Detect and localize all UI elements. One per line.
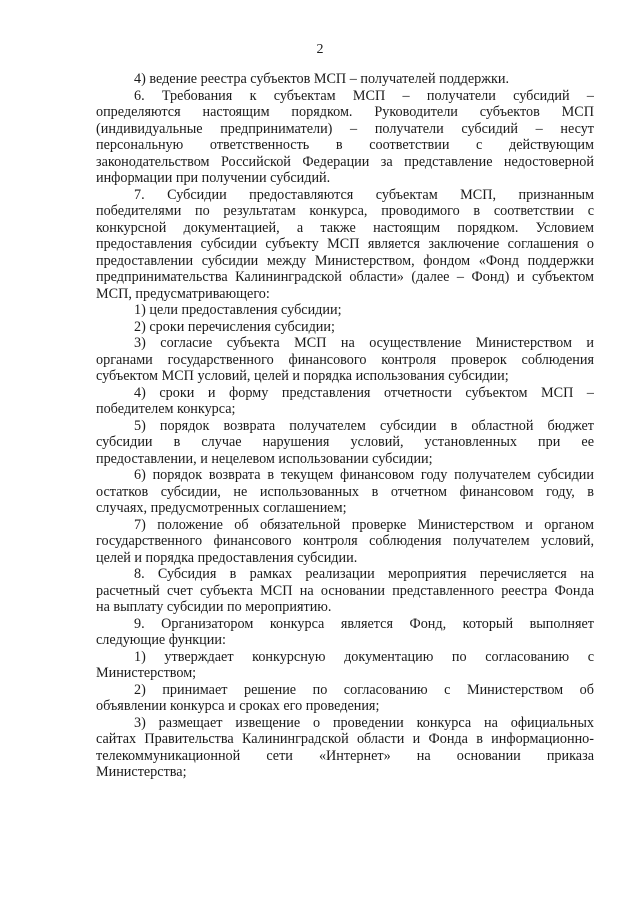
text-line: остатков субсидии, не использованных в отчетном финансовом году, в	[96, 483, 594, 500]
text-line: конкурсной документацией, а также настоящим порядком. Условием	[96, 219, 594, 236]
text-line: 3) размещает извещение о проведении конкурса на официальных	[134, 714, 594, 731]
text-line: субъектом МСП условий, целей и порядка использования субсидии;	[96, 368, 509, 384]
text-line: случаях, предусмотренных соглашением;	[96, 500, 347, 516]
text-line: субсидии в случае нарушения условий, установленных при ее	[96, 434, 594, 450]
text-line: информации при получении субсидий.	[96, 170, 331, 186]
text-line: органами государственного финансового контроля проверок соблюдения	[96, 351, 594, 368]
text-line: предоставления субсидии субъекту МСП является заключение соглашения о	[96, 236, 594, 252]
text-line: расчетный счет субъекта МСП на основании представленного реестра Фонда	[96, 582, 594, 599]
text-line: 6) порядок возврата в текущем финансовом году получателем субсидии	[134, 467, 594, 483]
text-line: (индивидуальные предприниматели) – получатели субсидий – несут	[96, 120, 594, 137]
page-number: 2	[316, 42, 324, 57]
text-line: победителем конкурса;	[96, 401, 236, 417]
text-line: государственного финансового контроля соблюдения получателем условий,	[96, 533, 594, 549]
text-line: 4) ведение реестра субъектов МСП – получателей поддержки.	[134, 71, 510, 87]
text-line: 9. Организатором конкурса является Фонд, который выполняет	[134, 615, 594, 632]
text-line: 6. Требования к субъектам МСП – получатели субсидий –	[134, 87, 594, 104]
text-line: 5) порядок возврата получателем субсидии в областной бюджет	[134, 417, 594, 434]
text-line: 7) положение об обязательной проверке Министерством и органом	[134, 516, 594, 533]
text-line: на выплату субсидии по мероприятию.	[96, 599, 332, 615]
text-line: целей и порядка предоставления субсидии.	[96, 549, 358, 566]
text-line: 4) сроки и форму представления отчетности субъектом МСП –	[134, 384, 594, 401]
text-line: 7. Субсидии предоставляются субъектам МСП, признанным	[134, 186, 594, 203]
text-line: предпринимательства Калининградской области» (далее – Фонд) и субъектом	[96, 269, 594, 285]
text-line: следующие функции:	[96, 632, 226, 648]
text-line: законодательством Российской Федерации за представление недостоверной	[96, 153, 594, 170]
text-line: персональную ответственность в соответствии с действующим	[96, 137, 594, 153]
text-line: 2) принимает решение по согласованию с Министерством об	[134, 681, 594, 698]
text-line: предоставлении, и нецелевом использовании субсидии;	[96, 450, 433, 467]
text-line: 8. Субсидия в рамках реализации мероприятия перечисляется на	[134, 566, 594, 582]
text-line: Министерства;	[96, 764, 187, 780]
text-line: 1) цели предоставления субсидии;	[134, 302, 342, 318]
text-line: 3) согласие субъекта МСП на осуществление Министерством и	[134, 335, 594, 351]
text-line: объявлении конкурса и сроках его проведения;	[96, 698, 380, 714]
text-line: сайтах Правительства Калининградской области и Фонда в информационно-	[96, 731, 594, 747]
text-line: 1) утверждает конкурсную документацию по согласованию с	[134, 648, 594, 665]
document-body	[96, 71, 594, 781]
text-line: телекоммуникационной сети «Интернет» на основании приказа	[96, 747, 594, 764]
text-line: определяются настоящим порядком. Руководители субъектов МСП	[96, 104, 594, 120]
text-line: МСП, предусматривающего:	[96, 285, 270, 302]
text-line: 2) сроки перечисления субсидии;	[134, 318, 335, 335]
text-line: предоставлении субсидии между Министерством, фондом «Фонд поддержки	[96, 252, 594, 269]
text-line: Министерством;	[96, 665, 197, 681]
text-line: победителями по результатам конкурса, проводимого в соответствии с	[96, 203, 594, 219]
